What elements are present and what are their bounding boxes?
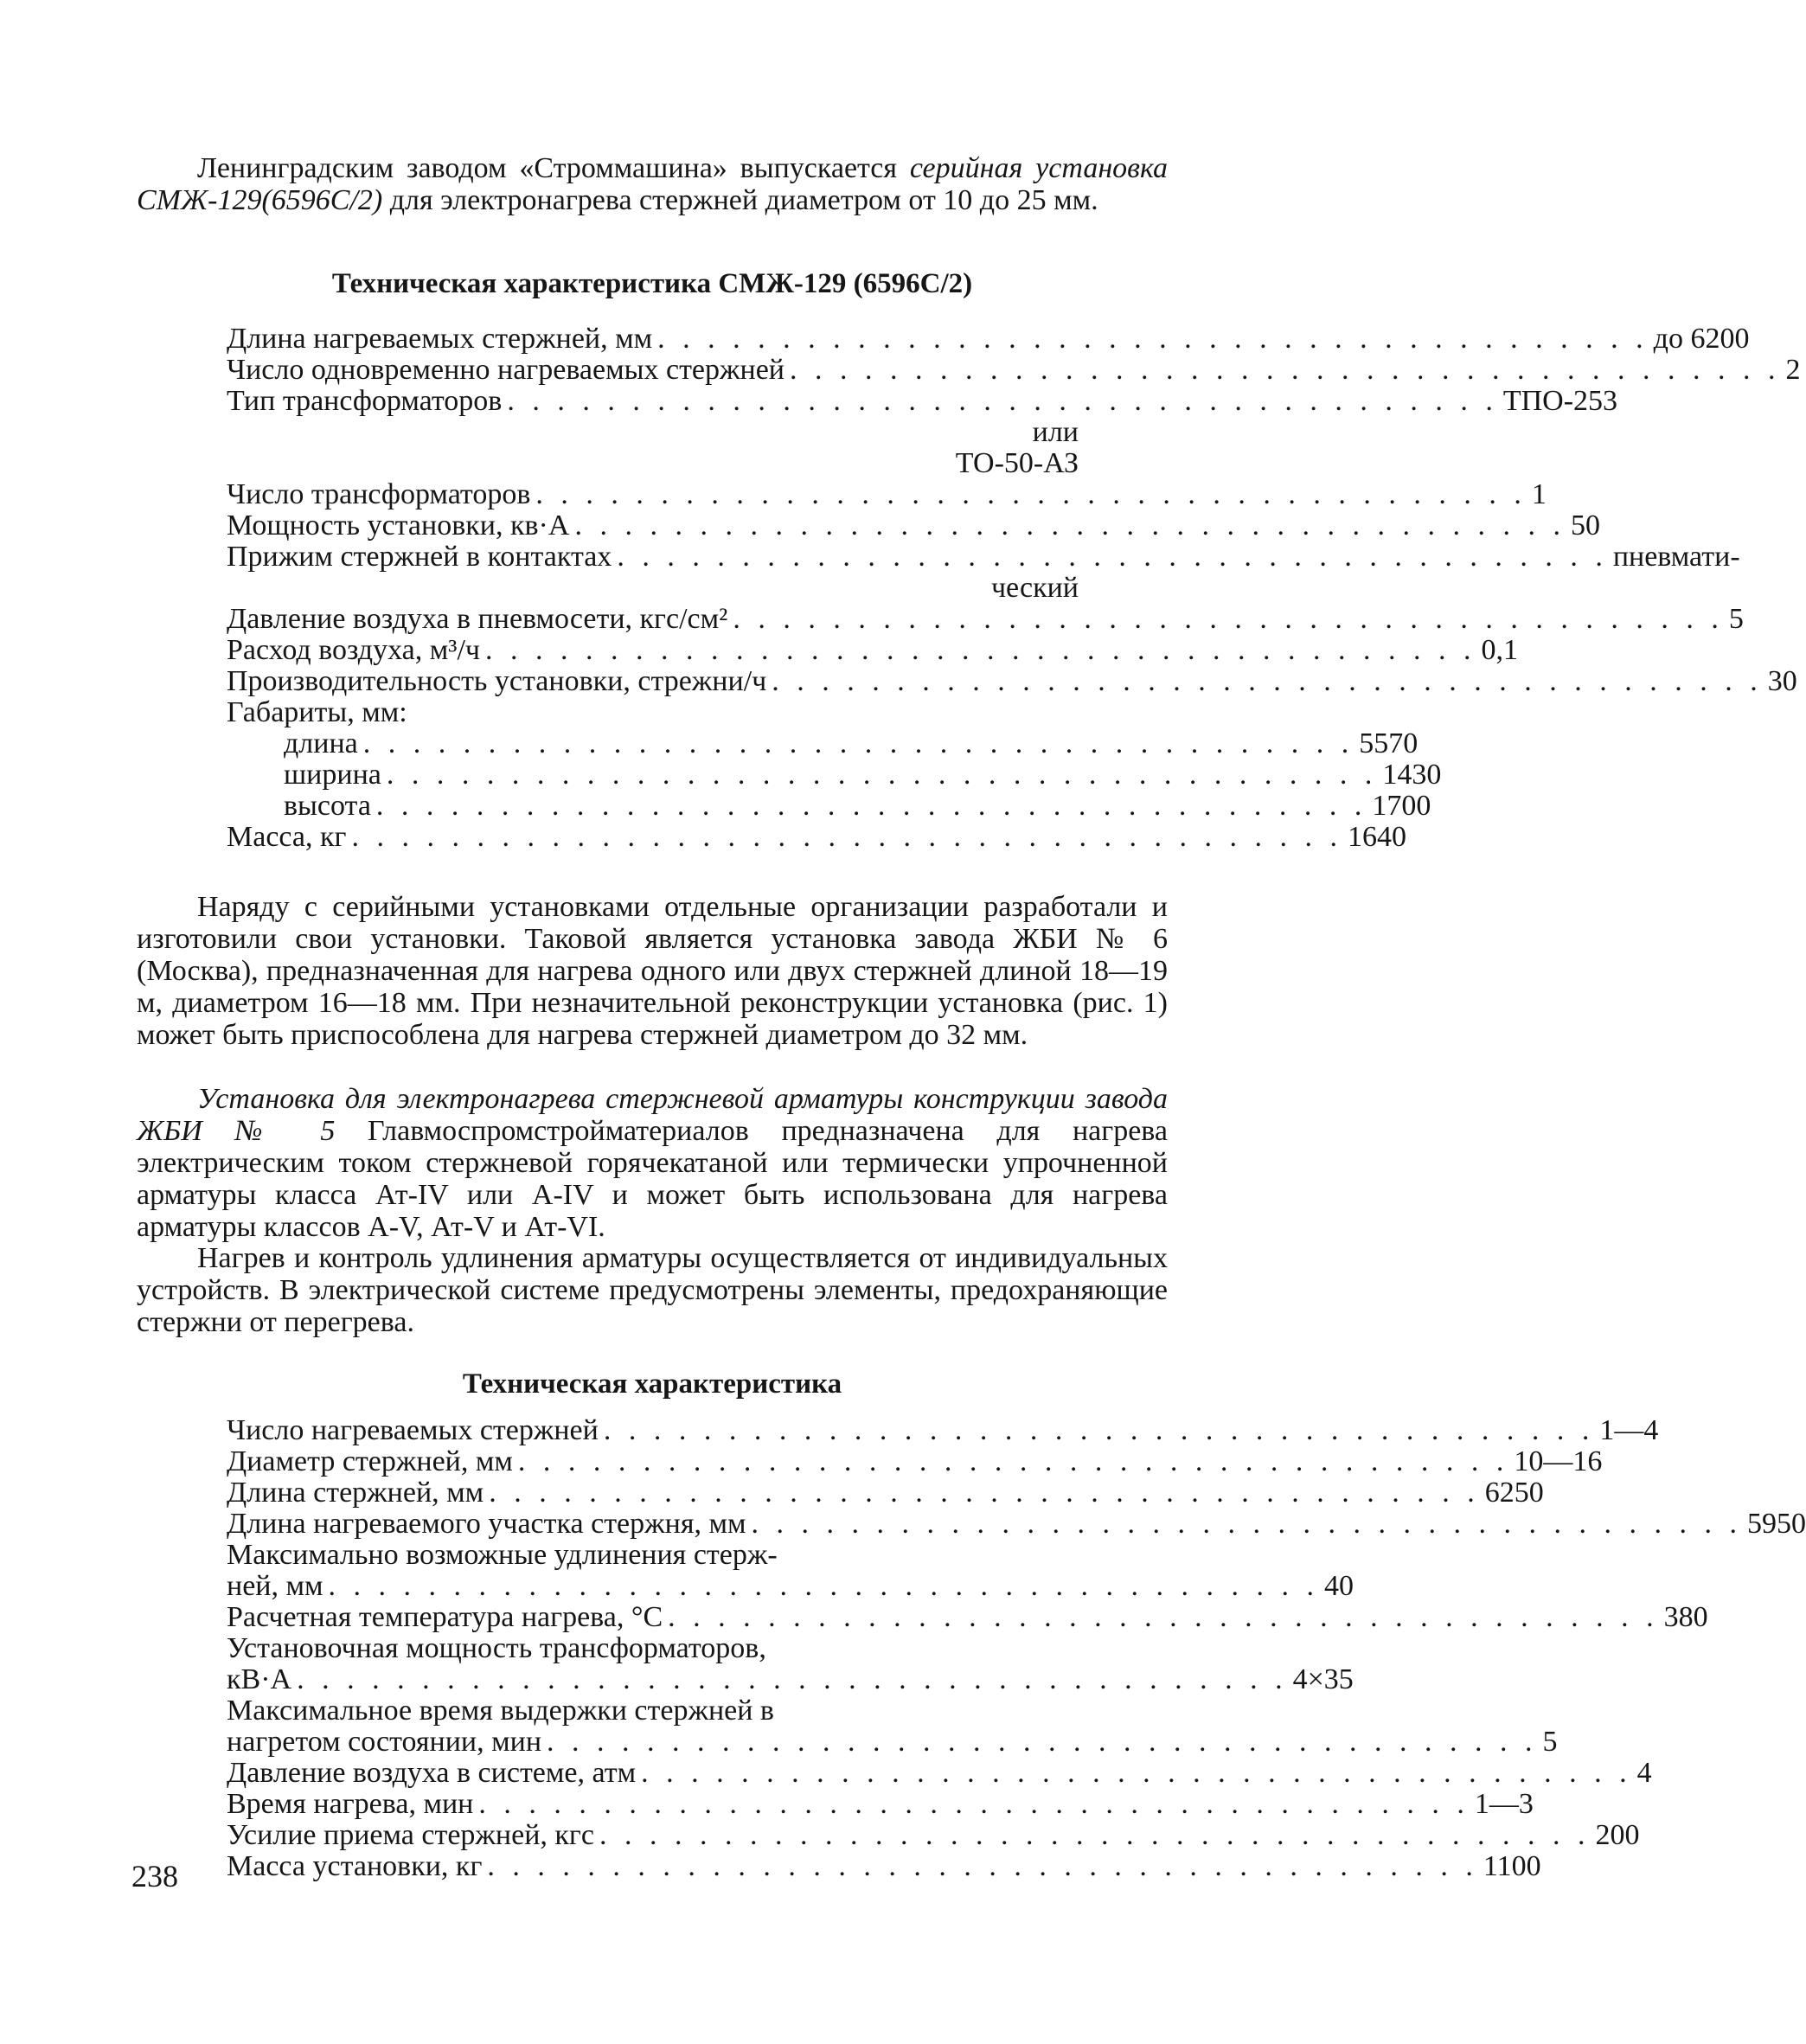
spec-row (227, 1601, 1708, 1633)
spec-value: 5 (1728, 603, 1744, 635)
paragraph-3 (137, 1083, 1168, 1243)
paragraph-2: Наряду с серийными установками отдельные организации разработали и изготовили свои установки. Таковой является установка завода ЖБИ № 6 (Москва), предназначенная для нагрева одного или двух стержней длиной 18—19 м, диаметром 16—18 мм. При незначительной реконструкции установка (рис. 1) может быть приспособлена для нагрева стержней диаметром до 32 мм. (137, 891, 1168, 1051)
spec-label: Число трансформаторов (227, 478, 531, 510)
leader-dots: . . . . . . . . . . . . . . . . . . . . . . . . . . . . . . . . . . . . . . . . (362, 727, 1354, 759)
spec-label: Установочная мощность трансформаторов, (227, 1632, 766, 1664)
spec-label: Тип трансформаторов (227, 385, 503, 417)
spec-value: 380 (1663, 1601, 1708, 1633)
intro-text-after: для электронагрева стержней диаметром от 10 до 25 мм. (382, 184, 1098, 216)
spec-row (227, 1850, 1541, 1882)
intro-text-before: Ленинградским заводом «Строммашина» выпускается (197, 152, 910, 184)
leader-dots: . . . . . . . . . . . . . . . . . . . . . . . . . . . . . . . . . . . . . . . . (328, 1570, 1320, 1602)
leader-dots: . . . . . . . . . . . . . . . . . . . . . . . . . . . . . . . . . . . . . . . . (386, 759, 1378, 791)
paragraph-4: Нагрев и контроль удлинения арматуры осуществляется от индивидуальных устройств. В электрической системе предусмотрены элементы, предохраняющие стержни от перегрева. (137, 1242, 1168, 1338)
leader-dots: . . . . . . . . . . . . . . . . . . . . . . . . . . . . . . . . . . . . . . . . (489, 1477, 1480, 1509)
spec-value: 1100 (1483, 1850, 1541, 1882)
spec2-title: Техническая характеристика (462, 1368, 842, 1400)
spec-label: Габариты, мм: (227, 696, 407, 728)
spec-value: 50 (1570, 509, 1600, 541)
spec-label: Число нагреваемых стержней (227, 1414, 599, 1446)
spec-label: Мощность установки, кв·А (227, 509, 570, 541)
spec-value: ТО-50-АЗ (955, 447, 1079, 479)
leader-dots: . . . . . . . . . . . . . . . . . . . . . . . . . . . . . . . . . . . . . . . . (772, 665, 1763, 697)
spec-row (227, 1508, 1806, 1540)
spec-row (227, 448, 1079, 479)
spec-value: 1700 (1372, 790, 1431, 822)
spec-row (227, 1819, 1640, 1851)
leader-dots: . . . . . . . . . . . . . . . . . . . . . . . . . . . . . . . . . . . . . . . . (547, 1726, 1538, 1758)
spec-label: нагретом состоянии, мин (227, 1726, 542, 1758)
spec-label: Масса установки, кг (227, 1850, 483, 1882)
spec-value: 30 (1767, 665, 1797, 697)
spec-label: Расчетная температура нагрева, °С (227, 1601, 663, 1633)
spec-value: 1640 (1347, 821, 1406, 853)
spec1-table (227, 323, 1801, 853)
spec-row (227, 1726, 1558, 1758)
spec-label: Длина нагреваемых стержней, мм (227, 323, 653, 355)
spec-label: Давление воздуха в системе, атм (227, 1757, 637, 1789)
spec-row (227, 1663, 1354, 1695)
paragraph-3-italic: Установка для электронагрева стержневой арматуры конструкции завода ЖБИ № 5 (137, 1083, 1168, 1147)
spec-label: высота (284, 790, 371, 822)
spec-value: 1 (1531, 478, 1547, 510)
leader-dots: . . . . . . . . . . . . . . . . . . . . . . . . . . . . . . . . . . . . . . . . (297, 1663, 1288, 1695)
spec-label: ширина (284, 759, 381, 791)
leader-dots: . . . . . . . . . . . . . . . . . . . . . . . . . . . . . . . . . . . . . . . . (599, 1819, 1591, 1851)
spec-label: Максимальное время выдержки стержней в (227, 1695, 774, 1727)
spec-value: 1—4 (1599, 1414, 1659, 1446)
spec-value: ТПО-253 (1502, 385, 1618, 417)
spec-label: Длина нагреваемого участка стержня, мм (227, 1508, 746, 1540)
spec-row (227, 727, 1419, 759)
spec-row (227, 509, 1600, 541)
leader-dots: . . . . . . . . . . . . . . . . . . . . . . . . . . . . . . . . . . . . . . . . (487, 1850, 1478, 1882)
spec-row (227, 1788, 1534, 1820)
spec-label: ней, мм (227, 1570, 323, 1602)
spec-value: 0,1 (1481, 634, 1519, 666)
spec-row (227, 478, 1547, 510)
spec-row (227, 1633, 1079, 1664)
leader-dots: . . . . . . . . . . . . . . . . . . . . . . . . . . . . . . . . . . . . . . . . (641, 1757, 1632, 1789)
spec-label: кВ·А (227, 1663, 292, 1695)
spec-row (227, 759, 1442, 791)
leader-dots: . . . . . . . . . . . . . . . . . . . . . . . . . . . . . . . . . . . . . . . . (657, 323, 1649, 355)
spec-value: 4 (1636, 1757, 1652, 1789)
leader-dots: . . . . . . . . . . . . . . . . . . . . . . . . . . . . . . . . . . . . . . . . (535, 478, 1527, 510)
spec-label: Прижим стержней в контактах (227, 541, 612, 573)
intro-text-italic: серийная установка СМЖ-129(6596С/2) (137, 152, 1169, 216)
leader-dots: . . . . . . . . . . . . . . . . . . . . . . . . . . . . . . . . . . . . . . . . (603, 1414, 1595, 1446)
spec-label: Число одновременно нагреваемых стержней (227, 354, 785, 386)
spec-label: Давление воздуха в пневмосети, кгс/см² (227, 603, 728, 635)
spec1-title: Техническая характеристика СМЖ-129 (6596С/2) (331, 268, 973, 299)
spec-value: 5 (1542, 1726, 1558, 1758)
spec-value: 10—16 (1514, 1445, 1603, 1477)
spec-value: 200 (1595, 1819, 1640, 1851)
leader-dots: . . . . . . . . . . . . . . . . . . . . . . . . . . . . . . . . . . . . . . . . (485, 634, 1476, 666)
spec-value: или (1032, 416, 1079, 448)
spec-value: 1—3 (1474, 1788, 1534, 1820)
spec-row (227, 821, 1406, 853)
leader-dots: . . . . . . . . . . . . . . . . . . . . . . . . . . . . . . . . . . . . . . . . (507, 385, 1498, 417)
leader-dots: . . . . . . . . . . . . . . . . . . . . . . . . . . . . . . . . . . . . . . . . (751, 1508, 1742, 1540)
spec-row (227, 573, 1079, 604)
leader-dots: . . . . . . . . . . . . . . . . . . . . . . . . . . . . . . . . . . . . . . . . (517, 1445, 1509, 1477)
spec-row (227, 1757, 1652, 1789)
spec-row (227, 1477, 1544, 1509)
spec-row (227, 697, 1079, 728)
spec-label: Диаметр стержней, мм (227, 1445, 513, 1477)
spec-row (227, 541, 1740, 573)
spec-label: Время нагрева, мин (227, 1788, 474, 1820)
leader-dots: . . . . . . . . . . . . . . . . . . . . . . . . . . . . . . . . . . . . . . . . (668, 1601, 1659, 1633)
spec-label: Расход воздуха, м³/ч (227, 634, 481, 666)
spec-label: Производительность установки, стрежни/ч (227, 665, 767, 697)
spec-row (227, 1445, 1603, 1477)
leader-dots: . . . . . . . . . . . . . . . . . . . . . . . . . . . . . . . . . . . . . . . . (617, 541, 1608, 573)
leader-dots: . . . . . . . . . . . . . . . . . . . . . . . . . . . . . . . . . . . . . . . . (790, 354, 1781, 386)
spec-value: ческий (990, 572, 1079, 604)
page-number: 238 (131, 1859, 178, 1893)
spec-label: Длина стержней, мм (227, 1477, 484, 1509)
spec-row (227, 1414, 1659, 1446)
spec-value: 2 (1785, 354, 1801, 386)
spec-value: 5950 (1747, 1508, 1806, 1540)
spec-row (227, 354, 1801, 386)
leader-dots: . . . . . . . . . . . . . . . . . . . . . . . . . . . . . . . . . . . . . . . . (733, 603, 1724, 635)
spec-row (227, 385, 1618, 417)
leader-dots: . . . . . . . . . . . . . . . . . . . . . . . . . . . . . . . . . . . . . . . . (574, 509, 1566, 541)
spec-row (227, 634, 1519, 666)
spec-row (227, 665, 1797, 697)
leader-dots: . . . . . . . . . . . . . . . . . . . . . . . . . . . . . . . . . . . . . . . . (351, 821, 1342, 853)
spec-label: Максимально возможные удлинения стерж- (227, 1539, 778, 1571)
leader-dots: . . . . . . . . . . . . . . . . . . . . . . . . . . . . . . . . . . . . . . . . (478, 1788, 1470, 1820)
spec-row (227, 1540, 1079, 1571)
spec-value: до 6200 (1653, 323, 1750, 355)
spec-value: 4×35 (1292, 1663, 1354, 1695)
spec-value: пневмати- (1612, 541, 1740, 573)
spec-row (227, 603, 1744, 635)
spec-label: Масса, кг (227, 821, 347, 853)
spec-row (227, 323, 1750, 355)
spec-row (227, 1570, 1354, 1602)
intro-paragraph (137, 152, 1168, 216)
spec-value: 6250 (1484, 1477, 1544, 1509)
spec-value: 1430 (1382, 759, 1442, 791)
leader-dots: . . . . . . . . . . . . . . . . . . . . . . . . . . . . . . . . . . . . . . . . (375, 790, 1367, 822)
spec-row (227, 1695, 1079, 1727)
spec-label: длина (284, 727, 358, 759)
spec-row (227, 417, 1079, 448)
spec-value: 5570 (1359, 727, 1419, 759)
spec-label: Усилие приема стержней, кгс (227, 1819, 594, 1851)
spec2-table (227, 1414, 1806, 1882)
spec-row (227, 790, 1431, 822)
spec-value: 40 (1324, 1570, 1354, 1602)
paragraph-3-text: Главмоспромстройматериалов предназначена для нагрева электрическим током стержневой горячекатаной или термически упрочненной арматуры класса Ат-IV или А-IV и может быть использована для нагрева арматуры классов А-V, Ат-V и Ат-VI. (137, 1115, 1169, 1243)
